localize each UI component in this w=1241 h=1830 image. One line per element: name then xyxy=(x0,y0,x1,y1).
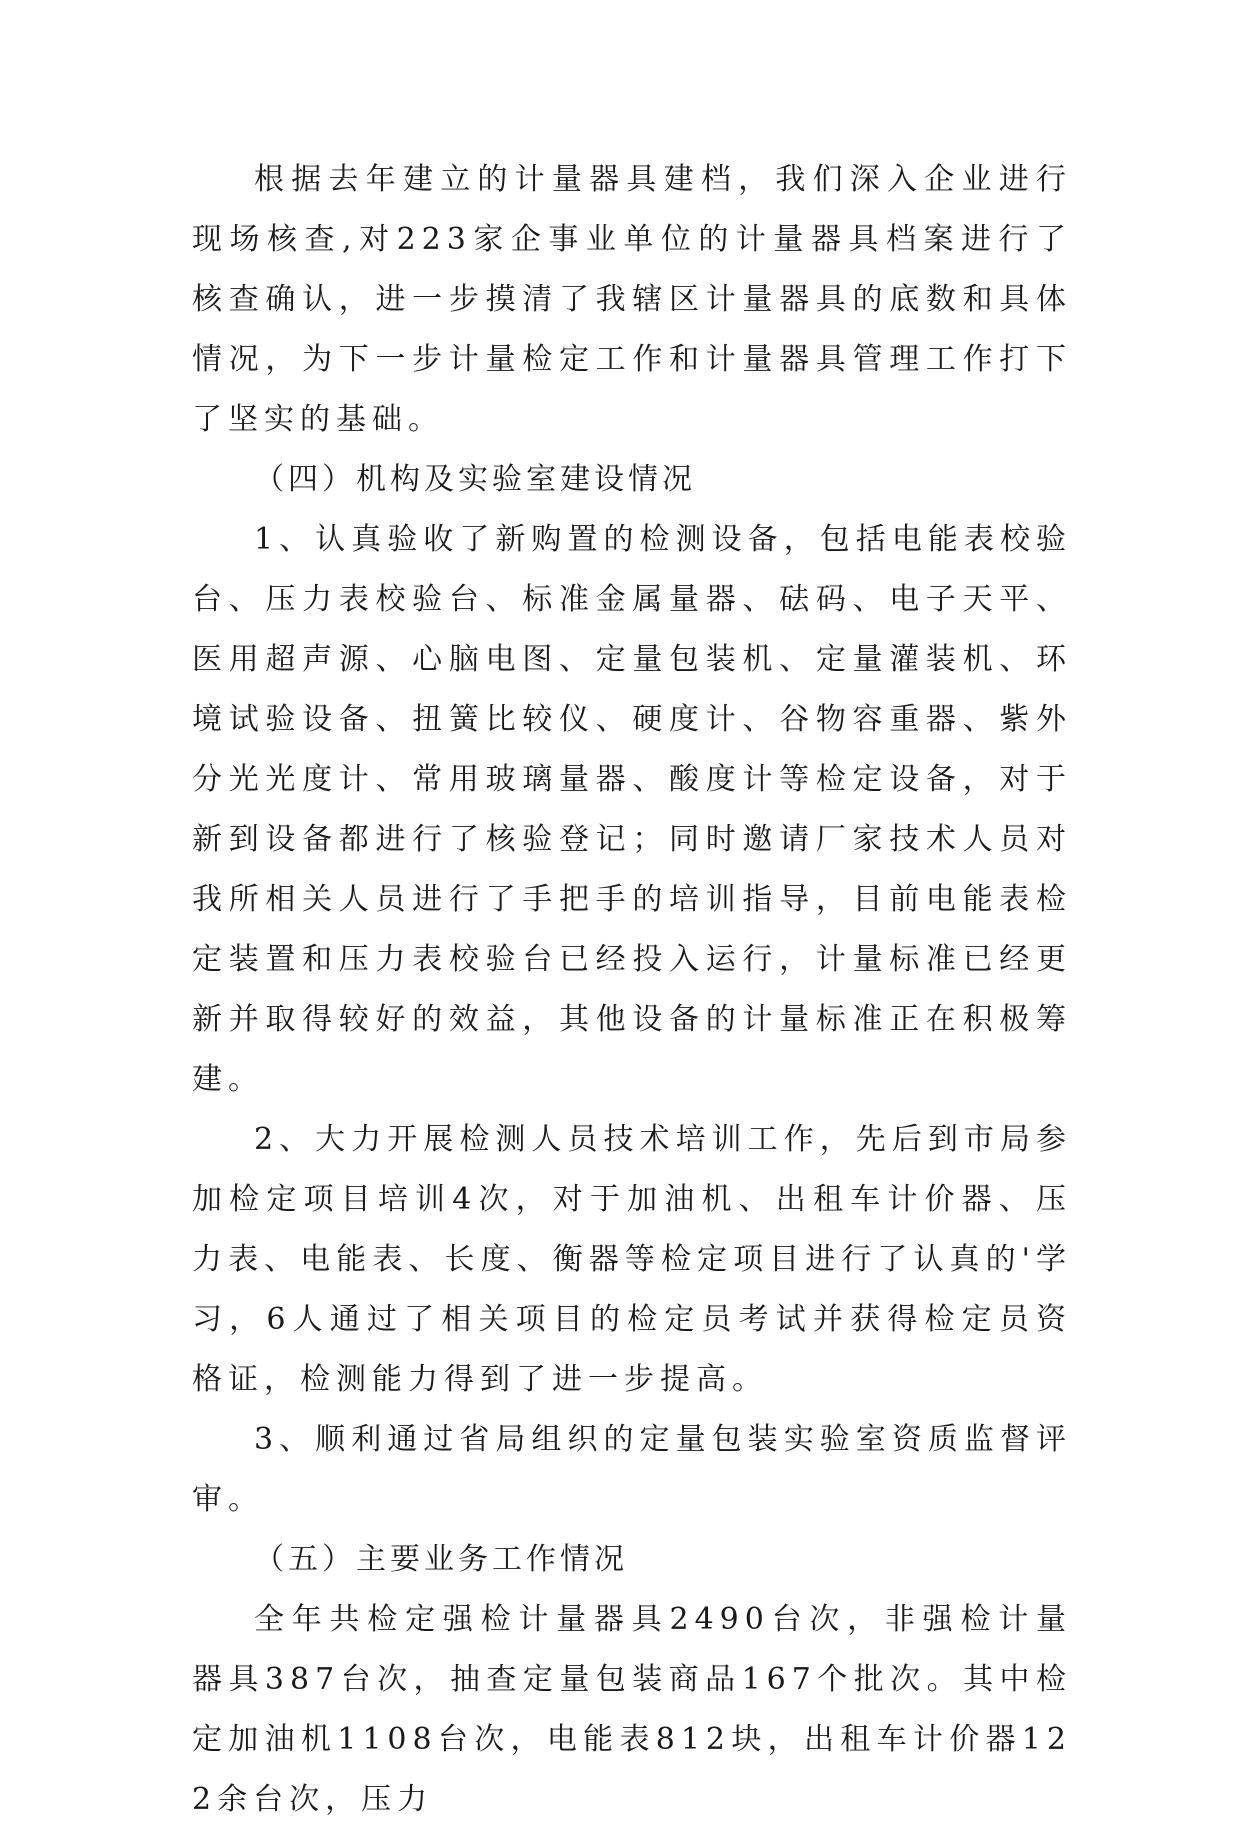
section-heading-lab-construction: （四）机构及实验室建设情况 xyxy=(254,462,696,497)
paragraph-verification-statistics: 全年共检定强检计量器具2490台次，非强检计量器具387台次，抽查定量包装商品167个批次。其中检定加油机1108台次，电能表812块，出租车计价器122余台次，压力 xyxy=(192,1602,1072,1817)
paragraph-staff-training: 2、大力开展检测人员技术培训工作，先后到市局参加检定项目培训4次，对于加油机、出租车计价器、压力表、电能表、长度、衡器等检定项目进行了认真的'学习，6人通过了相关项目的检定员考试并获得检定员资格证，检测能力得到了进一步提高。 xyxy=(192,1122,1072,1397)
paragraph-lab-review: 3、顺利通过省局组织的定量包装实验室资质监督评审。 xyxy=(192,1422,1072,1517)
section-heading-main-business: （五）主要业务工作情况 xyxy=(254,1542,628,1577)
document-body xyxy=(192,150,1072,1830)
paragraph-archive-verification: 根据去年建立的计量器具建档，我们深入企业进行现场核查,对223家企事业单位的计量器具档案进行了核查确认，进一步摸清了我辖区计量器具的底数和具体情况，为下一步计量检定工作和计量器具管理工作打下了坚实的基础。 xyxy=(192,162,1072,437)
paragraph-equipment-acceptance: 1、认真验收了新购置的检测设备，包括电能表校验台、压力表校验台、标准金属量器、砝码、电子天平、医用超声源、心脑电图、定量包装机、定量灌装机、环境试验设备、扭簧比较仪、硬度计、谷物容重器、紫外分光光度计、常用玻璃量器、酸度计等检定设备，对于新到设备都进行了核验登记；同时邀请厂家技术人员对我所相关人员进行了手把手的培训指导，目前电能表检定装置和压力表校验台已经投入运行，计量标准已经更新并取得较好的效益，其他设备的计量标准正在积极筹建。 xyxy=(192,522,1072,1097)
